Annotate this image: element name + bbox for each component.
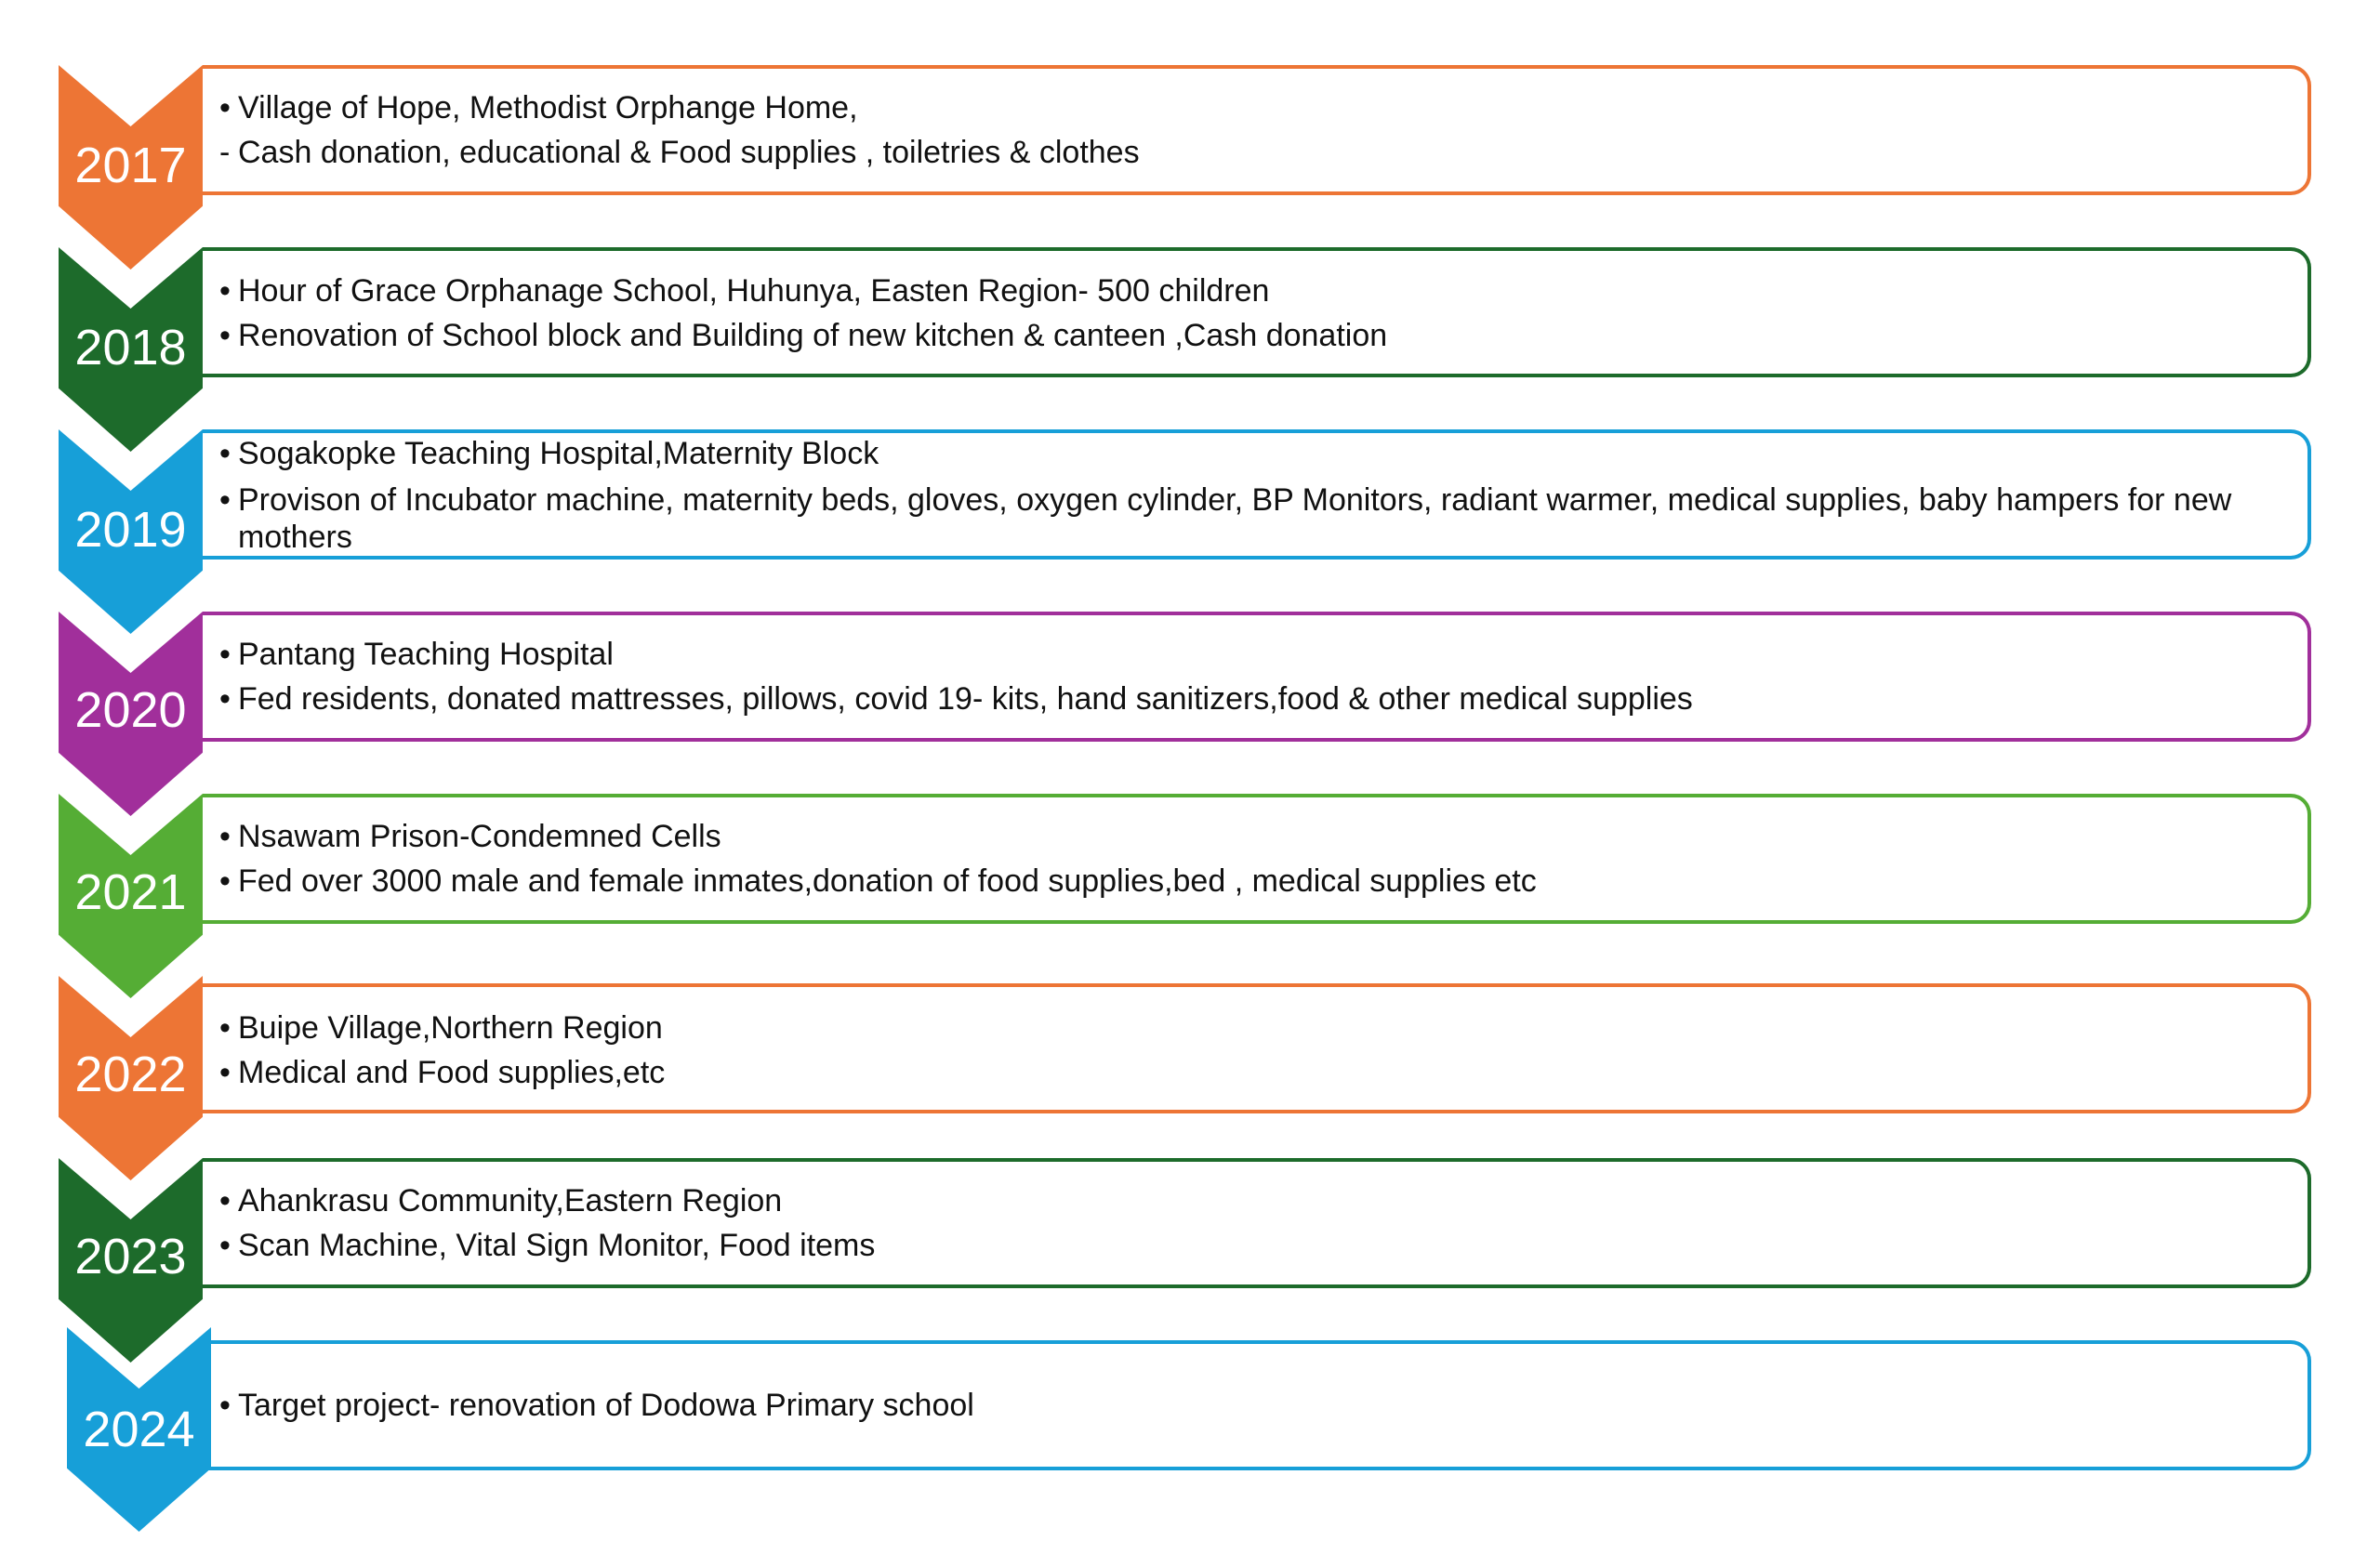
description-text: Provison of Incubator machine, maternity beds, gloves, oxygen cylinder, BP Monitors, radiant warmer, medical supplies, baby hampers for new mothers — [238, 482, 2232, 555]
bullet-marker: • — [219, 681, 231, 717]
description-text: Nsawam Prison-Condemned Cells — [238, 819, 721, 854]
description-line — [219, 677, 2315, 721]
description-line — [219, 859, 2315, 903]
description-lines — [219, 1006, 2315, 1095]
description-line — [219, 1383, 2315, 1428]
description-line — [219, 632, 2315, 677]
description-text: Medical and Food supplies,etc — [238, 1055, 666, 1090]
description-lines — [219, 1383, 2315, 1428]
year-label: 2022 — [74, 1047, 187, 1102]
year-label: 2018 — [74, 320, 187, 375]
bullet-marker: • — [219, 90, 231, 125]
year-label: 2021 — [74, 864, 187, 920]
bullet-marker: • — [219, 1388, 231, 1423]
description-lines — [219, 269, 2315, 358]
year-label: 2023 — [74, 1229, 187, 1284]
bullet-marker: • — [219, 1010, 231, 1046]
description-lines — [219, 632, 2315, 721]
bullet-marker: • — [219, 318, 231, 353]
year-label: 2019 — [74, 502, 187, 558]
description-text: Pantang Teaching Hospital — [238, 637, 614, 672]
bullet-marker: • — [219, 273, 231, 309]
bullet-marker: • — [219, 436, 231, 471]
description-text: Buipe Village,Northern Region — [238, 1010, 663, 1046]
year-label: 2024 — [83, 1402, 195, 1457]
description-line — [219, 481, 2315, 556]
description-lines — [219, 1179, 2315, 1268]
year-label: 2020 — [74, 682, 187, 738]
bullet-marker: • — [219, 819, 231, 854]
description-line — [219, 313, 2315, 358]
description-text: Fed residents, donated mattresses, pillows, covid 19- kits, hand sanitizers,food & other medical supplies — [238, 681, 1693, 717]
description-line — [219, 431, 2315, 476]
description-text: Scan Machine, Vital Sign Monitor, Food items — [238, 1228, 876, 1263]
description-text: Target project- renovation of Dodowa Primary school — [238, 1388, 974, 1423]
description-text: Renovation of School block and Building of new kitchen & canteen ,Cash donation — [238, 318, 1388, 353]
bullet-marker: • — [219, 637, 231, 672]
bullet-marker: • — [219, 1228, 231, 1263]
description-line — [219, 1050, 2315, 1095]
description-line — [219, 814, 2315, 859]
description-line — [219, 269, 2315, 313]
description-line — [219, 1006, 2315, 1050]
description-text: Ahankrasu Community,Eastern Region — [238, 1183, 783, 1218]
dash-marker: - — [219, 135, 231, 170]
description-lines — [219, 431, 2315, 556]
bullet-marker: • — [219, 863, 231, 899]
description-text: Fed over 3000 male and female inmates,donation of food supplies,bed , medical supplies etc — [238, 863, 1537, 899]
description-text: Cash donation, educational & Food supplies , toiletries & clothes — [238, 135, 1140, 170]
bullet-marker: • — [219, 1055, 231, 1090]
description-line — [219, 1223, 2315, 1268]
description-text: Sogakopke Teaching Hospital,Maternity Block — [238, 436, 879, 471]
description-text: Hour of Grace Orphanage School, Huhunya, Easten Region- 500 children — [238, 273, 1270, 309]
bullet-marker: • — [219, 482, 231, 518]
year-label: 2017 — [74, 138, 187, 193]
description-line — [219, 1179, 2315, 1223]
bullet-marker: • — [219, 1183, 231, 1218]
description-lines — [219, 814, 2315, 903]
description-text: Village of Hope, Methodist Orphange Home, — [238, 90, 858, 125]
